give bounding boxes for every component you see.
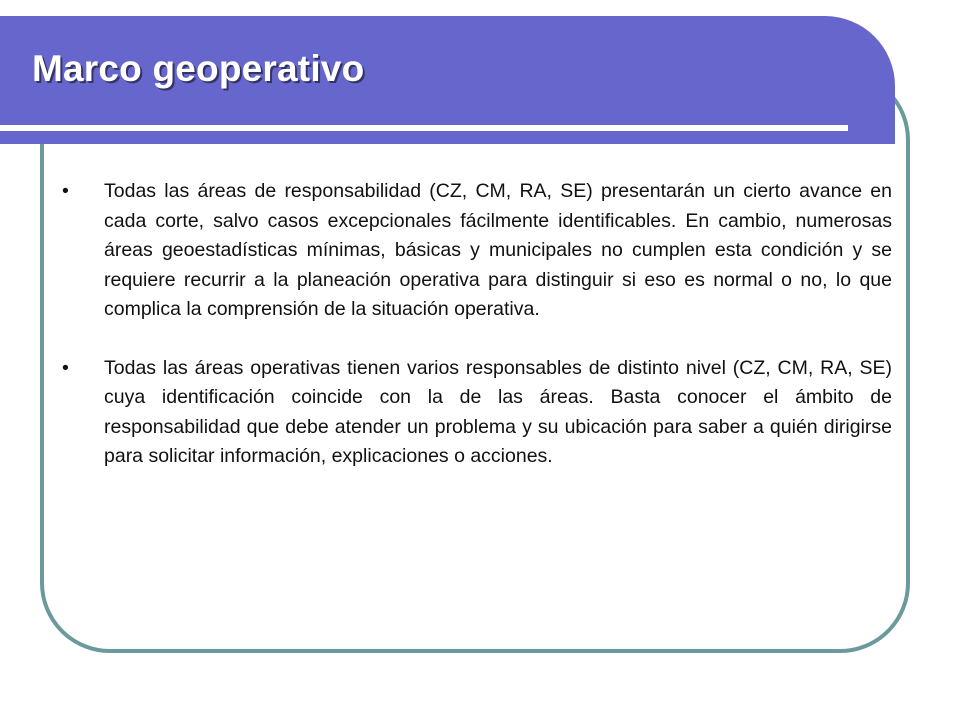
slide-body	[62, 177, 892, 501]
bullet-item	[62, 354, 892, 472]
slide-title: Marco geoperativo	[32, 48, 365, 89]
bullet-text: Todas las áreas operativas tienen varios responsables de distinto nivel (CZ, CM, RA, SE) cuya identificación coincide con la de las áreas. Basta conocer el ámbito de responsabilidad que debe atender un problema y su ubicación para saber a quién dirigirse para solicitar información, explicaciones o acciones.	[104, 356, 892, 467]
bullet-text: Todas las áreas de responsabilidad (CZ, CM, RA, SE) presentarán un cierto avance en cada corte, salvo casos excepcionales fácilmente identificables. En cambio, numerosas áreas geoestadísticas mínimas, básicas y municipales no cumplen esta condición y se requiere recurrir a la planeación operativa para distinguir si eso es normal o no, lo que complica la comprensión de la situación operativa.	[104, 180, 892, 320]
bullet-marker: •	[62, 356, 69, 379]
bullet-item	[62, 177, 892, 325]
banner-divider	[0, 125, 848, 131]
bullet-marker: •	[62, 180, 69, 202]
